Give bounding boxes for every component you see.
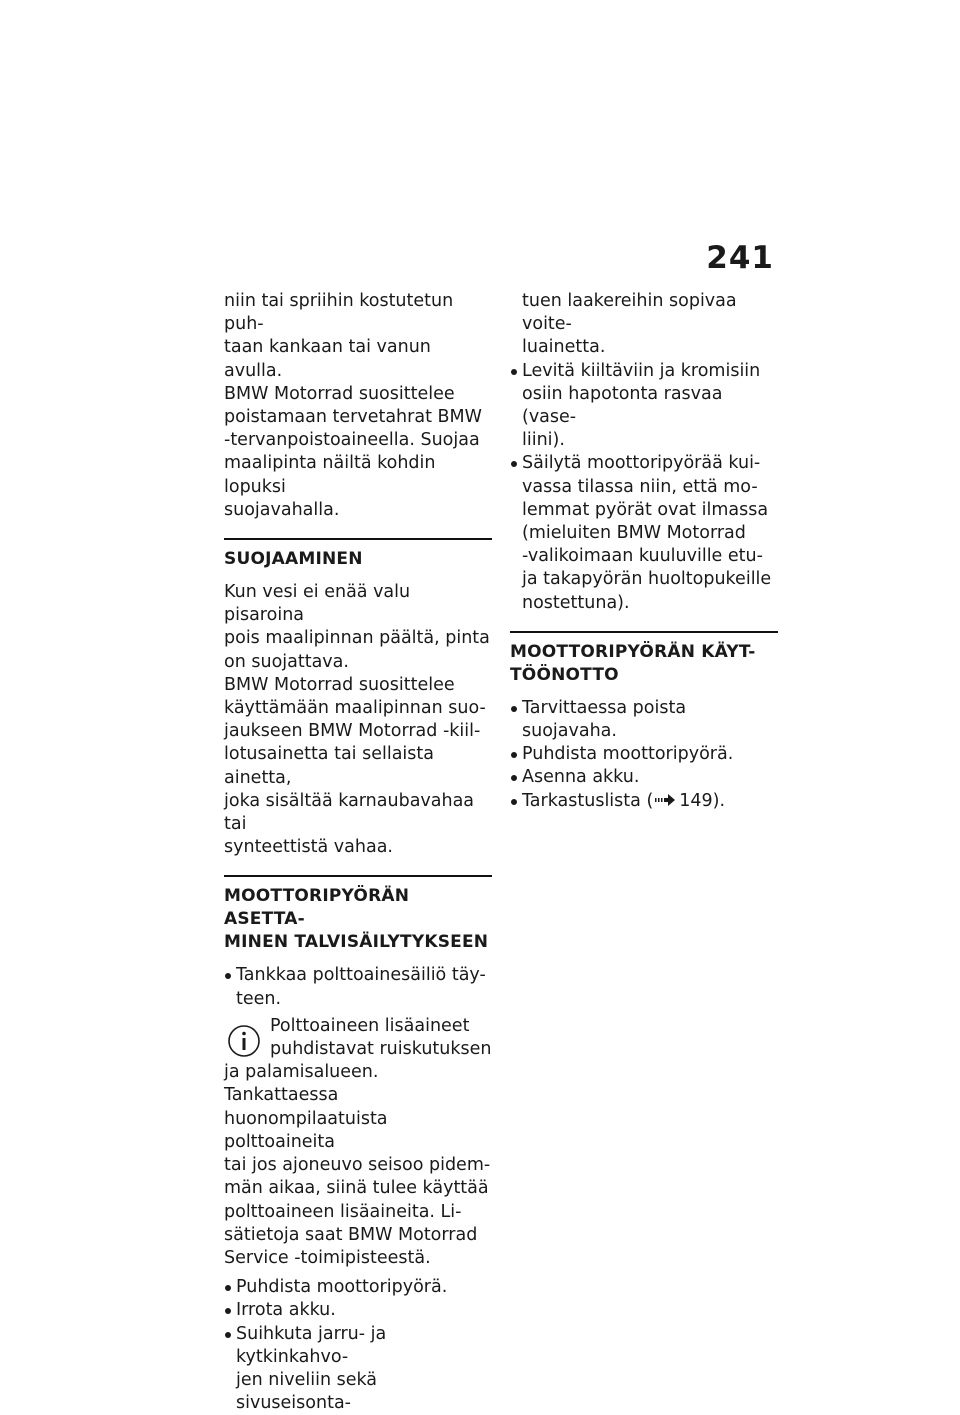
protection-paragraph-1 xyxy=(224,581,492,674)
list-item xyxy=(224,1299,492,1322)
text-line: Polttoaineen lisäaineet xyxy=(270,1015,470,1036)
intro-paragraph xyxy=(224,290,492,522)
text-line: osiin hapotonta rasvaa (vase- xyxy=(522,383,723,428)
list-item xyxy=(510,790,778,813)
text-line: Service -toimipisteestä. xyxy=(224,1247,431,1268)
text-line: niin tai spriihin kostutetun puh- xyxy=(224,291,454,335)
text-line: poistamaan tervetahrat BMW xyxy=(224,407,482,428)
text-line: Tankkaa polttoainesäiliö täy- xyxy=(236,965,486,986)
text-line xyxy=(522,790,778,813)
heading-text: MOOTTORIPYÖRÄN ASETTA- xyxy=(224,886,410,930)
list-item xyxy=(510,766,778,789)
list-item xyxy=(510,743,778,766)
text-line: pois maalipinnan päältä, pinta xyxy=(224,628,490,649)
info-icon xyxy=(224,1019,266,1061)
text-line: suojavahalla. xyxy=(224,499,340,520)
text-line: Suihkuta jarru- ja kytkinkahvo- xyxy=(236,1323,387,1367)
text-line: polttoaineen lisäaineita. Li- xyxy=(224,1201,462,1222)
text-line: puhdistavat ruiskutuksen xyxy=(270,1039,492,1060)
text-line: Tarvittaessa poista suojavaha. xyxy=(522,697,687,742)
text-line: Puhdista moottoripyörä. xyxy=(522,744,734,765)
text-line: lemmat pyörät ovat ilmassa xyxy=(522,499,769,520)
list-item xyxy=(224,1323,492,1415)
text-line: luainetta. xyxy=(522,337,606,358)
text-line: käyttämään maalipinnan suo- xyxy=(224,698,486,719)
text-line: taan kankaan tai vanun avulla. xyxy=(224,337,431,381)
text-line: -valikoimaan kuuluville etu- xyxy=(522,546,763,567)
right-column xyxy=(510,290,778,813)
text-line: BMW Motorrad suosittelee xyxy=(224,383,455,404)
heading-text: TÖÖNOTTO xyxy=(510,664,619,685)
text-line: jen niveliin sekä sivuseisonta- xyxy=(236,1369,378,1414)
info-note xyxy=(224,1015,492,1270)
text-line: maalipinta näiltä kohdin lopuksi xyxy=(224,453,436,497)
list-item xyxy=(510,452,778,614)
heading-text: SUOJAAMINEN xyxy=(224,549,363,570)
checklist-page-link[interactable]: 149). xyxy=(679,790,726,811)
text-line: Levitä kiiltäviin ja kromisiin xyxy=(522,360,761,381)
page-reference-arrow-icon xyxy=(655,794,675,806)
list-item-continuation xyxy=(510,290,778,360)
text-line: män aikaa, siinä tulee käyttää xyxy=(224,1178,489,1199)
text-line: Säilytä moottoripyörää kui- xyxy=(522,453,761,474)
page-number: 241 xyxy=(706,240,774,276)
left-column xyxy=(224,290,492,1415)
text-line: BMW Motorrad suosittelee xyxy=(224,674,455,695)
text-line: ja palamisalueen. Tankattaessa xyxy=(224,1062,379,1106)
text-line: -tervanpoistoaineella. Suojaa xyxy=(224,430,480,451)
text-line: on suojattava. xyxy=(224,651,349,672)
checklist-prefix: Tarkastuslista ( xyxy=(522,790,654,811)
list-item xyxy=(224,964,492,1010)
list-item xyxy=(510,360,778,453)
section-heading-commissioning xyxy=(510,631,778,687)
text-line: lotusainetta tai sellaista ainetta, xyxy=(224,744,434,788)
text-line: synteettistä vahaa. xyxy=(224,837,393,858)
text-line: huonompilaatuista polttoaineita xyxy=(224,1108,388,1152)
text-line: Irrota akku. xyxy=(236,1300,336,1321)
section-heading-protection xyxy=(224,538,492,571)
text-line: Kun vesi ei enää valu pisaroina xyxy=(224,582,411,626)
text-line: vassa tilassa niin, että mo- xyxy=(522,476,758,497)
heading-text: MOOTTORIPYÖRÄN KÄYT- xyxy=(510,641,756,662)
text-line: (mieluiten BMW Motorrad xyxy=(522,523,746,544)
text-line: teen. xyxy=(236,988,282,1009)
text-line: liini). xyxy=(522,430,565,451)
protection-paragraph-2 xyxy=(224,674,492,860)
text-line: Asenna akku. xyxy=(522,767,640,788)
text-line: ja takapyörän huoltopukeille xyxy=(522,569,772,590)
text-line: jaukseen BMW Motorrad -kiil- xyxy=(224,721,481,742)
list-item xyxy=(224,1276,492,1299)
list-item xyxy=(510,697,778,743)
section-heading-winter-storage xyxy=(224,875,492,954)
text-line: sätietoja saat BMW Motorrad xyxy=(224,1224,478,1245)
heading-text: MINEN TALVISÄILYTYKSEEN xyxy=(224,932,489,953)
text-line: tai jos ajoneuvo seisoo pidem- xyxy=(224,1155,491,1176)
text-line: nostettuna). xyxy=(522,592,630,613)
text-line: Puhdista moottoripyörä. xyxy=(236,1277,448,1298)
text-line: joka sisältää karnaubavahaa tai xyxy=(224,790,475,835)
text-line: tuen laakereihin sopivaa voite- xyxy=(522,291,737,335)
